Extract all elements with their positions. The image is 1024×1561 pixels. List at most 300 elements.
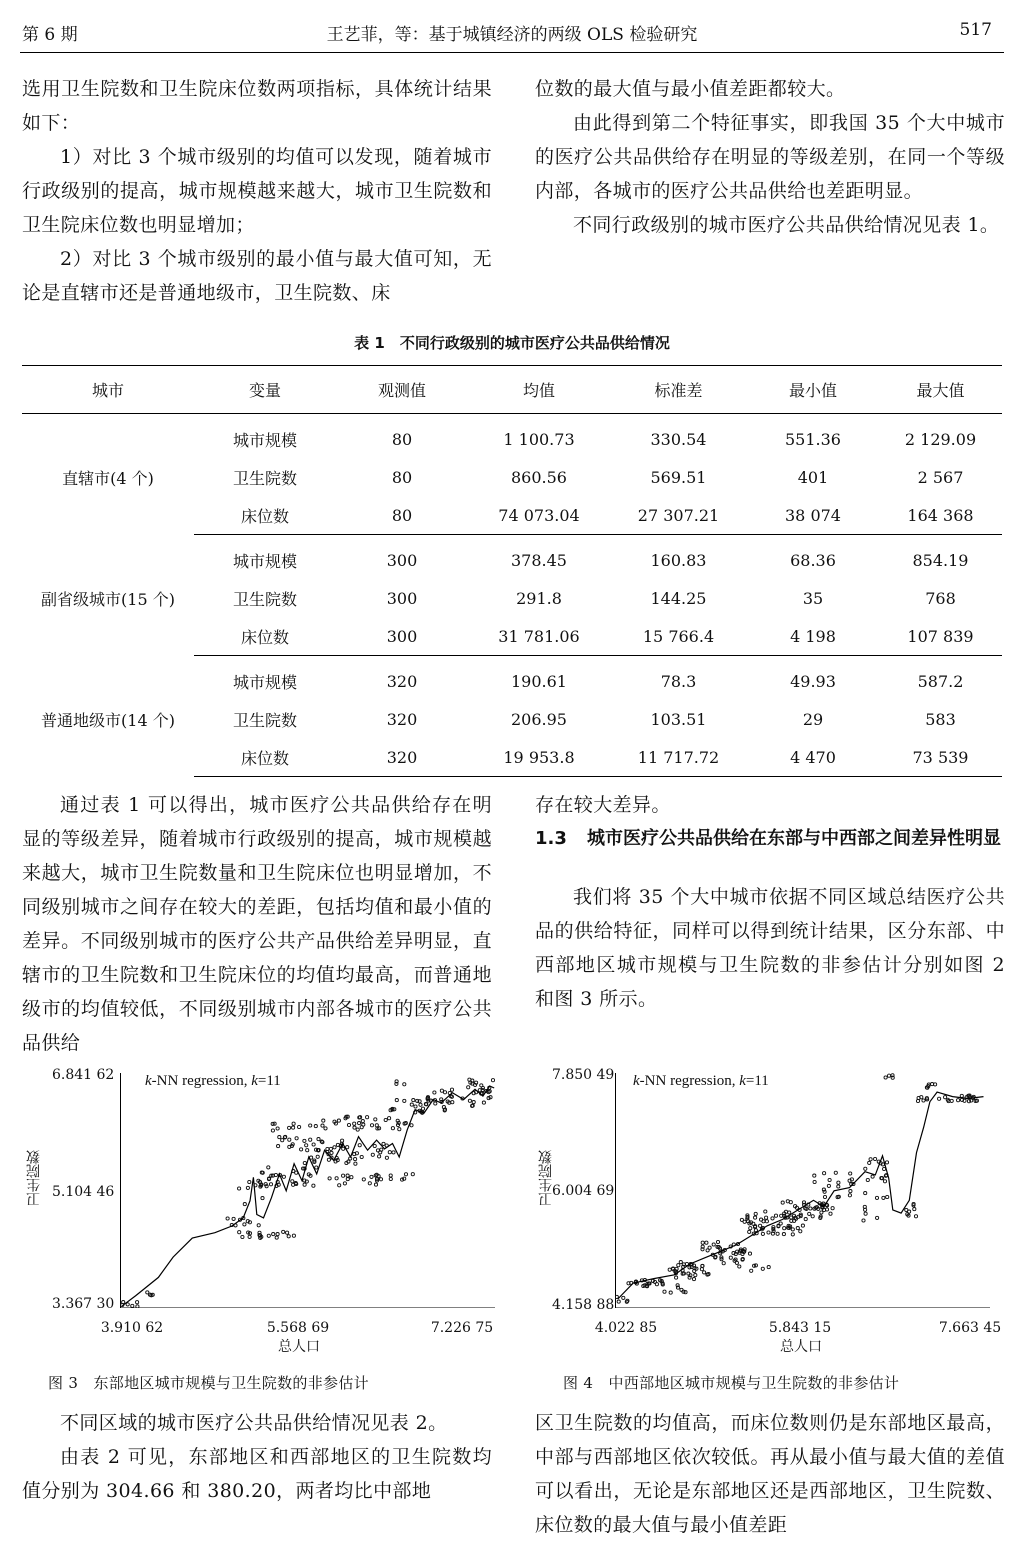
data-point (808, 1212, 811, 1215)
data-point (849, 1172, 852, 1175)
table-caption: 表 1 不同行政级别的城市医疗公共品供给情况 (354, 334, 670, 352)
table-cell: 床位数 (194, 496, 336, 535)
middle-left-column (22, 788, 492, 1060)
data-point (443, 1091, 446, 1094)
table-cell: 330.54 (650, 429, 707, 449)
data-point (419, 1103, 422, 1106)
data-point (848, 1194, 851, 1197)
data-point (374, 1118, 377, 1121)
data-point (392, 1151, 395, 1154)
data-point (467, 1086, 470, 1089)
data-point (342, 1174, 345, 1177)
table-cell: 15 766.4 (610, 617, 747, 656)
table-cell: 80 (336, 496, 468, 535)
data-point (829, 1212, 832, 1215)
data-point (282, 1230, 285, 1233)
data-point (622, 1296, 625, 1299)
data-point (735, 1261, 738, 1264)
table-cell: 80 (391, 429, 413, 449)
data-point (131, 1304, 134, 1307)
data-point (712, 1243, 715, 1246)
data-point (360, 1155, 363, 1158)
title-k: k (145, 1073, 152, 1089)
middle-right-column-2 (535, 880, 1005, 1016)
table-cell: 床位数 (194, 617, 336, 656)
data-point (828, 1178, 831, 1181)
paragraph: 区卫生院数的均值高，而床位数则仍是东部地区最高，中部与西部地区依次较低。再从最小值与最大值的差值可以看出，无论是东部地区还是西部地区，卫生院数、床位数的最大值与最小值差距 (535, 1412, 1005, 1536)
data-point (716, 1240, 719, 1243)
table-cell: 2 129.09 (904, 429, 977, 449)
paragraph: 1）对比 3 个城市级别的均值可以发现，随着城市行政级别的提高，城市规模越来越大，城市卫生院数和卫生院床位数也明显增加； (22, 146, 492, 236)
data-point (875, 1196, 878, 1199)
data-point (864, 1192, 867, 1195)
data-point (300, 1148, 303, 1151)
data-point (761, 1267, 764, 1270)
data-point (271, 1129, 274, 1132)
data-point (706, 1249, 709, 1252)
data-point (703, 1271, 706, 1274)
table-cell: 854.19 (912, 550, 969, 570)
y-tick-label: 7.850 49 (552, 1067, 615, 1083)
x-tick-label: 3.910 62 (100, 1320, 164, 1336)
data-point (292, 1234, 295, 1237)
table-cell: 城市规模 (232, 430, 297, 450)
data-point (882, 1196, 885, 1199)
data-point (373, 1144, 376, 1147)
data-point (276, 1127, 279, 1130)
data-point (834, 1171, 837, 1174)
data-point (801, 1224, 804, 1227)
table-cell: 1 100.73 (503, 429, 575, 449)
data-point (729, 1256, 732, 1259)
data-point (410, 1124, 413, 1127)
data-point (329, 1147, 332, 1150)
data-point (764, 1210, 767, 1213)
data-point (346, 1178, 349, 1181)
city-group-label: 普通地级市(14 个) (41, 710, 175, 730)
data-point (306, 1149, 309, 1152)
data-point (343, 1182, 346, 1185)
data-point (748, 1230, 751, 1233)
x-tick-label: 4.022 85 (594, 1320, 658, 1336)
data-point (368, 1182, 371, 1185)
title-eq: =11 (257, 1073, 281, 1089)
middle-right-column (535, 788, 1005, 822)
data-point (771, 1217, 774, 1220)
table-cell: 27 307.21 (610, 496, 747, 535)
data-point (267, 1234, 270, 1237)
data-point (327, 1158, 330, 1161)
x-tick-label: 5.843 15 (768, 1320, 832, 1336)
x-tick-label: 7.226 75 (430, 1320, 494, 1336)
data-point (232, 1217, 235, 1220)
paragraph: 位数的最大值与最小值差距都较大。 (535, 78, 846, 100)
running-title: 王艺菲，等：基于城镇经济的两级 OLS 检验研究 (326, 25, 698, 45)
data-point (324, 1127, 327, 1130)
data-point (388, 1117, 391, 1120)
data-point (883, 1167, 886, 1170)
knn-regression-line (122, 1086, 494, 1306)
data-point (781, 1201, 784, 1204)
data-point (356, 1128, 359, 1131)
paragraph: 不同区域的城市医疗公共品供给情况见表 2。 (60, 1412, 448, 1434)
data-point (287, 1235, 290, 1238)
data-point (694, 1274, 697, 1277)
data-point (700, 1268, 703, 1271)
data-point (322, 1119, 325, 1122)
data-point (278, 1136, 281, 1139)
data-point (291, 1180, 294, 1183)
data-point (385, 1156, 388, 1159)
data-point (238, 1231, 241, 1234)
data-point (276, 1233, 279, 1236)
title-text: -NN regression, (151, 1073, 252, 1089)
data-point (303, 1183, 306, 1186)
data-point (243, 1203, 246, 1206)
data-point (782, 1233, 785, 1236)
table-cell: 320 (386, 709, 418, 729)
paragraph: 我们将 35 个大中城市依据不同区域总结医疗公共品的供给特征，同样可以得到统计结果，区分东部、中西部地区城市规模与卫生院数的非参估计分别如图 2 和图 3 所示。 (535, 886, 1005, 1010)
data-point (675, 1276, 678, 1279)
data-point (342, 1147, 345, 1150)
data-point (269, 1183, 272, 1186)
data-point (883, 1180, 886, 1183)
data-point (938, 1097, 941, 1100)
paragraph: 选用卫生院数和卫生院床位数两项指标，具体统计结果如下： (22, 78, 492, 134)
data-point (412, 1099, 415, 1102)
data-point (248, 1235, 251, 1238)
table-cell: 4 198 (747, 617, 879, 656)
table-cell: 860.56 (511, 467, 567, 487)
data-point (767, 1231, 770, 1234)
data-point (366, 1116, 369, 1119)
data-point (776, 1232, 779, 1235)
table-cell: 2 567 (917, 467, 964, 487)
y-tick-label: 6.004 69 (552, 1183, 615, 1199)
data-point (813, 1180, 816, 1183)
bottom-right-column (535, 1406, 1005, 1542)
data-point (886, 1195, 889, 1198)
table-cell: 城市规模 (232, 672, 297, 692)
table-cell: 卫生院数 (232, 468, 297, 488)
table-cell: 49.93 (790, 671, 836, 691)
data-point (823, 1195, 826, 1198)
data-point (354, 1158, 357, 1161)
table-cell: 35 (802, 588, 824, 608)
data-point (738, 1265, 741, 1268)
data-point (668, 1268, 671, 1271)
data-point (765, 1216, 768, 1219)
data-point (335, 1177, 338, 1180)
figure-3 (20, 1065, 500, 1365)
data-point (403, 1083, 406, 1086)
data-point (922, 1099, 925, 1102)
data-point (837, 1181, 840, 1184)
data-point (864, 1212, 867, 1215)
table-row (22, 656, 1002, 701)
data-point (248, 1180, 251, 1183)
data-point (468, 1099, 471, 1102)
issue-number: 第 6 期 (22, 25, 78, 45)
table-cell: 164 368 (879, 496, 1002, 535)
table-cell: 320 (386, 671, 418, 691)
data-point (813, 1174, 816, 1177)
data-point (281, 1139, 284, 1142)
data-point (914, 1215, 917, 1218)
data-point (398, 1128, 401, 1131)
data-point (316, 1155, 319, 1158)
data-point (374, 1183, 377, 1186)
x-axis-label: 总人口 (278, 1339, 320, 1355)
data-point (748, 1252, 751, 1255)
data-point (257, 1224, 260, 1227)
scatter-plot-area (120, 1073, 495, 1308)
data-point (944, 1096, 947, 1099)
top-left-column (22, 72, 492, 310)
data-point (831, 1207, 834, 1210)
data-point (384, 1118, 387, 1121)
axis-frame (616, 1073, 991, 1308)
knn-regression-line (618, 1092, 984, 1299)
paragraph: 存在较大差异。 (535, 794, 671, 816)
data-point (849, 1190, 852, 1193)
data-point (414, 1105, 417, 1108)
table-cell: 38 074 (747, 496, 879, 535)
data-point (371, 1153, 374, 1156)
table-cell: 107 839 (879, 617, 1002, 656)
table-cell: 587.2 (917, 671, 964, 691)
data-point (395, 1099, 398, 1102)
data-point (346, 1174, 349, 1177)
data-point (684, 1291, 687, 1294)
data-point (837, 1185, 840, 1188)
data-point (246, 1186, 249, 1189)
data-point (472, 1101, 475, 1104)
data-point (617, 1300, 620, 1303)
figure-4 (530, 1065, 1010, 1365)
data-point (272, 1233, 275, 1236)
data-point (868, 1161, 871, 1164)
data-point (679, 1261, 682, 1264)
data-point (261, 1197, 264, 1200)
y-tick-label: 4.158 88 (552, 1297, 615, 1313)
column-header: 观测值 (336, 366, 468, 414)
y-axis-label: 卫生院数 (26, 1150, 42, 1206)
table-cell: 68.36 (790, 550, 836, 570)
column-header: 城市 (22, 366, 194, 414)
data-point (491, 1079, 494, 1082)
data-point (421, 1107, 424, 1110)
data-point (677, 1264, 680, 1267)
data-point (759, 1224, 762, 1227)
figure-4-caption: 图 4 中西部地区城市规模与卫生院数的非参估计 (563, 1374, 900, 1392)
data-point (379, 1178, 382, 1181)
data-point (288, 1126, 291, 1129)
data-point (275, 1236, 278, 1239)
data-point (799, 1230, 802, 1233)
data-point (309, 1124, 312, 1127)
data-point (375, 1124, 378, 1127)
data-point (403, 1099, 406, 1102)
data-point (350, 1176, 353, 1179)
data-point (876, 1216, 879, 1219)
data-point (761, 1232, 764, 1235)
data-point (347, 1123, 350, 1126)
top-right-column (535, 72, 1005, 242)
data-point (749, 1227, 752, 1230)
table-cell: 160.83 (650, 550, 707, 570)
data-point (701, 1241, 704, 1244)
table-cell: 床位数 (194, 738, 336, 777)
section-title: 城市医疗公共品供给在东部与中西部之间差异性明显 (587, 828, 1001, 849)
table-cell: 320 (336, 738, 468, 777)
table-cell: 551.36 (785, 429, 841, 449)
data-point (788, 1211, 791, 1214)
table-cell: 206.95 (511, 709, 567, 729)
data-point (378, 1155, 381, 1158)
data-point (298, 1125, 301, 1128)
x-axis-label: 总人口 (780, 1339, 822, 1355)
page-number: 517 (959, 20, 992, 40)
data-point (382, 1142, 385, 1145)
data-point (315, 1166, 318, 1169)
table-cell: 401 (797, 467, 829, 487)
table-cell: 300 (386, 588, 418, 608)
title-k: k (739, 1073, 746, 1089)
data-point (282, 1175, 285, 1178)
paragraph: 不同行政级别的城市医疗公共品供给情况见表 1。 (573, 214, 1000, 236)
data-point (312, 1143, 315, 1146)
data-point (796, 1227, 799, 1230)
column-header: 变量 (194, 366, 336, 414)
table-row (22, 414, 1002, 459)
data-point (754, 1216, 757, 1219)
data-point (887, 1074, 890, 1077)
data-point (864, 1167, 867, 1170)
table-cell: 569.51 (650, 467, 707, 487)
y-tick-label: 5.104 46 (52, 1184, 115, 1200)
data-point (722, 1262, 725, 1265)
axis-frame (121, 1073, 496, 1308)
data-point (243, 1223, 246, 1226)
data-point (358, 1122, 361, 1125)
scatter-plot-area (615, 1073, 990, 1308)
table-cell: 768 (925, 588, 956, 608)
data-point (786, 1200, 789, 1203)
data-point (360, 1126, 363, 1129)
data-point (321, 1124, 324, 1127)
table-cell: 378.45 (511, 550, 567, 570)
data-point (353, 1122, 356, 1125)
data-point (389, 1174, 392, 1177)
table-cell: 29 (802, 709, 824, 729)
data-point (370, 1175, 373, 1178)
title-k: k (251, 1073, 258, 1089)
data-point (410, 1103, 413, 1106)
data-point (791, 1228, 794, 1231)
table-cell: 291.8 (516, 588, 562, 608)
y-axis-label: 卫生院数 (538, 1150, 554, 1206)
data-point (754, 1212, 757, 1215)
data-point (669, 1291, 672, 1294)
table-cell: 300 (386, 550, 418, 570)
data-point (388, 1151, 391, 1154)
data-point (136, 1301, 139, 1304)
table-cell: 城市规模 (232, 551, 297, 571)
table-cell: 19 953.8 (468, 738, 610, 777)
data-point (820, 1211, 823, 1214)
data-point (358, 1144, 361, 1147)
data-point (434, 1102, 437, 1105)
running-header (20, 0, 1004, 53)
data-point (482, 1101, 485, 1104)
table-cell: 4 470 (747, 738, 879, 777)
bottom-left-column (22, 1406, 492, 1508)
data-point (328, 1177, 331, 1180)
data-point (862, 1219, 865, 1222)
data-point (126, 1303, 129, 1306)
table-cell: 80 (391, 467, 413, 487)
paragraph: 2）对比 3 个城市级别的最小值与最大值可知，无论是直辖市还是普通地级市，卫生院数、床 (22, 248, 492, 304)
data-point (866, 1178, 869, 1181)
data-point (433, 1091, 436, 1094)
data-point (338, 1184, 341, 1187)
data-point (767, 1266, 770, 1269)
data-point (354, 1162, 357, 1165)
data-point (874, 1157, 877, 1160)
data-point (663, 1290, 666, 1293)
table-cell: 11 717.72 (610, 738, 747, 777)
data-point (312, 1184, 315, 1187)
data-point (277, 1145, 280, 1148)
table-cell: 144.25 (650, 588, 707, 608)
data-point (292, 1183, 295, 1186)
data-point (303, 1161, 306, 1164)
data-point (740, 1218, 743, 1221)
data-point (314, 1125, 317, 1128)
title-k: k (633, 1073, 640, 1089)
column-header: 均值 (468, 366, 610, 414)
data-point (450, 1088, 453, 1091)
data-point (774, 1214, 777, 1217)
data-point (791, 1233, 794, 1236)
title-eq: =11 (745, 1073, 769, 1089)
data-point (292, 1122, 295, 1125)
data-point (884, 1076, 887, 1079)
table-cell: 103.51 (650, 709, 707, 729)
column-header: 标准差 (610, 366, 747, 414)
paragraph: 由表 2 可见，东部地区和西部地区的卫生院数均值分别为 304.66 和 380.20，两者均比中部地 (22, 1446, 492, 1502)
data-point (783, 1227, 786, 1230)
table-cell: 31 781.06 (468, 617, 610, 656)
table-cell: 卫生院数 (232, 710, 297, 730)
title-text: -NN regression, (639, 1073, 740, 1089)
data-point (370, 1124, 373, 1127)
table-cell: 74 073.04 (468, 496, 610, 535)
data-point (913, 1208, 916, 1211)
data-point (389, 1177, 392, 1180)
data-point (404, 1173, 407, 1176)
data-point (411, 1173, 414, 1176)
data-point (811, 1215, 814, 1218)
data-point (885, 1161, 888, 1164)
data-point (309, 1138, 312, 1141)
data-point (804, 1218, 807, 1221)
y-tick-label: 6.841 62 (52, 1067, 115, 1083)
data-point (303, 1139, 306, 1142)
data-point (760, 1218, 763, 1221)
data-point (750, 1269, 753, 1272)
